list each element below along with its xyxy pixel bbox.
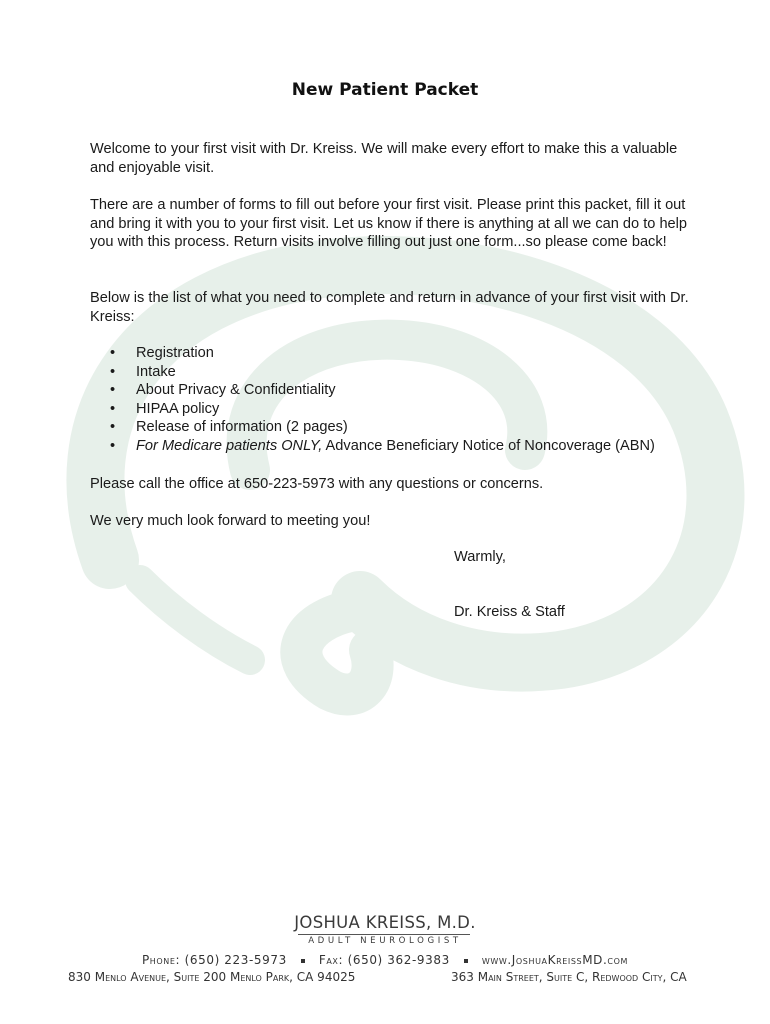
footer-address-menlo-park: 830 Menlo Avenue, Suite 200 Menlo Park, CA 94025 bbox=[68, 970, 356, 984]
page-title: New Patient Packet bbox=[291, 80, 479, 100]
footer-logo-subtitle: ADULT NEUROLOGIST bbox=[308, 936, 462, 946]
closing-salutation: Warmly, bbox=[454, 549, 506, 565]
list-item: • Release of information (2 pages) bbox=[110, 418, 710, 437]
separator-square-icon bbox=[301, 959, 305, 963]
footer-website: www.JoshuaKreissMD.com bbox=[481, 953, 629, 967]
footer-logo-name: JOSHUA KREISS, M.D. bbox=[294, 913, 476, 932]
list-item: • Registration bbox=[110, 344, 710, 363]
list-item: • HIPAA policy bbox=[110, 400, 710, 419]
separator-square-icon bbox=[464, 959, 468, 963]
footer-contact-line bbox=[0, 953, 770, 967]
footer-phone: Phone: (650) 223-5973 bbox=[141, 953, 287, 967]
welcome-paragraph: Welcome to your first visit with Dr. Kreiss. We will make every effort to make this a valuable and enjoyable visit. bbox=[90, 141, 678, 176]
footer-address-redwood-city: 363 Main Street, Suite C, Redwood City, CA bbox=[451, 970, 687, 984]
list-item: • About Privacy & Confidentiality bbox=[110, 381, 710, 400]
signature: Dr. Kreiss & Staff bbox=[454, 604, 565, 620]
forms-intro-paragraph: Below is the list of what you need to complete and return in advance of your first visit with Dr. Kreiss: bbox=[90, 290, 689, 325]
contact-paragraph: Please call the office at 650-223-5973 with any questions or concerns. bbox=[90, 476, 544, 492]
closing-paragraph: We very much look forward to meeting you! bbox=[90, 513, 371, 529]
forms-list bbox=[110, 344, 710, 455]
list-item-medicare bbox=[110, 437, 710, 456]
instructions-paragraph: There are a number of forms to fill out before your first visit. Please print this packet, fill it out and bring it with you to your first visit. Let us know if there is anything at all we can do to help you with this process. Return visits involve filling out just one form...so please come back! bbox=[90, 197, 688, 250]
footer-logo-rule bbox=[298, 934, 470, 935]
footer-fax: Fax: (650) 362-9383 bbox=[318, 953, 450, 967]
medicare-text: Advance Beneficiary Notice of Noncoverage (ABN) bbox=[322, 437, 655, 454]
medicare-emphasis: For Medicare patients ONLY, bbox=[136, 437, 323, 454]
list-item: • Intake bbox=[110, 363, 710, 382]
